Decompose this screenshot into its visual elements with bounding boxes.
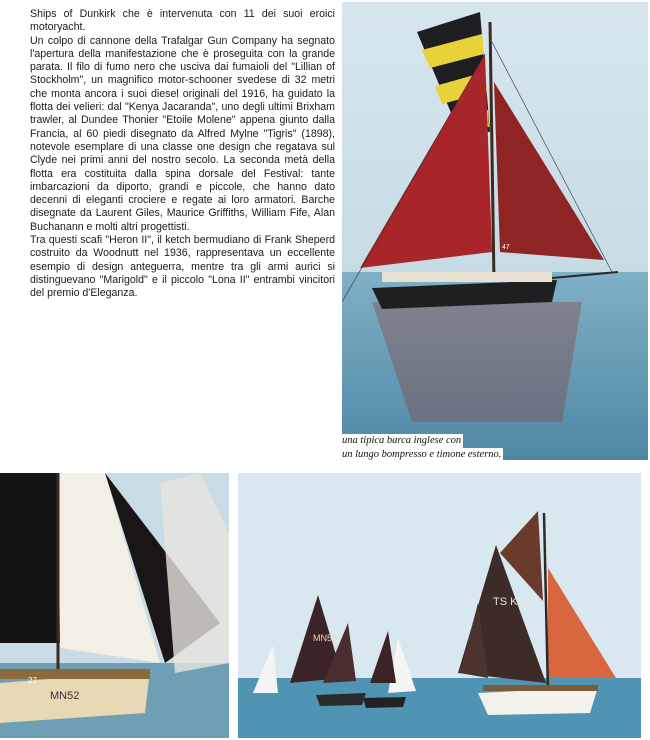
bottom-right-fleet-photo	[238, 473, 641, 738]
left-boat-number: MN52	[313, 633, 338, 643]
article-text	[30, 8, 335, 301]
main-sailboat-photo	[342, 2, 648, 460]
photo-caption	[340, 434, 640, 462]
caption-line-1: una tipica barca inglese con	[342, 435, 462, 446]
caption-line-2: un lungo bompresso e timone esterno.	[342, 449, 502, 460]
article-paragraph-2: Un colpo di cannone della Trafalgar Gun Company ha segnato l'apertura della manifestazione che è proseguita con la grande parata. Il filo di fumo nero che usciva dai fumaioli del "Lillian of Stockholm", un magnifico motor-schooner svedese di 32 metri che monta ancora i suoi diesel originali del 1916, ha guidato la flotta dei velieri: dal "Kenya Jacaranda", uno degli ultimi Brixham trawler, al Dundee Thonier "Etoile Molene" appena giunto dalla Francia, al 60 piedi disegnato da Alfred Mylne "Tigris" (1898), notevole esemplare di una classe one design che regatava sul Clyde nei primi anni del nostro secolo. La seconda metà della flotta era costituita dalla spina dorsale del Festival: tante imbarcazioni da diporto, grandi e piccole, che hanno dato decenni di eleganti crociere e regate ai loro armatori. Barche disegnate da Laurent Giles, Maurice Griffiths, William Fife, Alan Buchanann e molti altri progettisti.	[30, 34, 335, 233]
hull-number: MN52	[50, 690, 80, 702]
main-sail-number: 47	[502, 244, 510, 251]
sail-number: 27	[28, 676, 37, 685]
bottom-left-sailboat-photo	[0, 473, 229, 738]
article-paragraph-3: Tra questi scafi "Heron II", il ketch bermudiano di Frank Sheperd costruito da Woodnutt nel 1936, rappresentava un eccellente esempio di design anteguerra, mentre tra gli armi aurici si distinguevano "Marigold" e il piccolo "Lona II" entrambi vincitori del premio d'Eleganza.	[30, 234, 335, 300]
article-paragraph-1: Ships of Dunkirk che è intervenuta con 11 dei suoi eroici motoryacht.	[30, 8, 335, 34]
big-sail-number: TS K59	[493, 596, 530, 608]
